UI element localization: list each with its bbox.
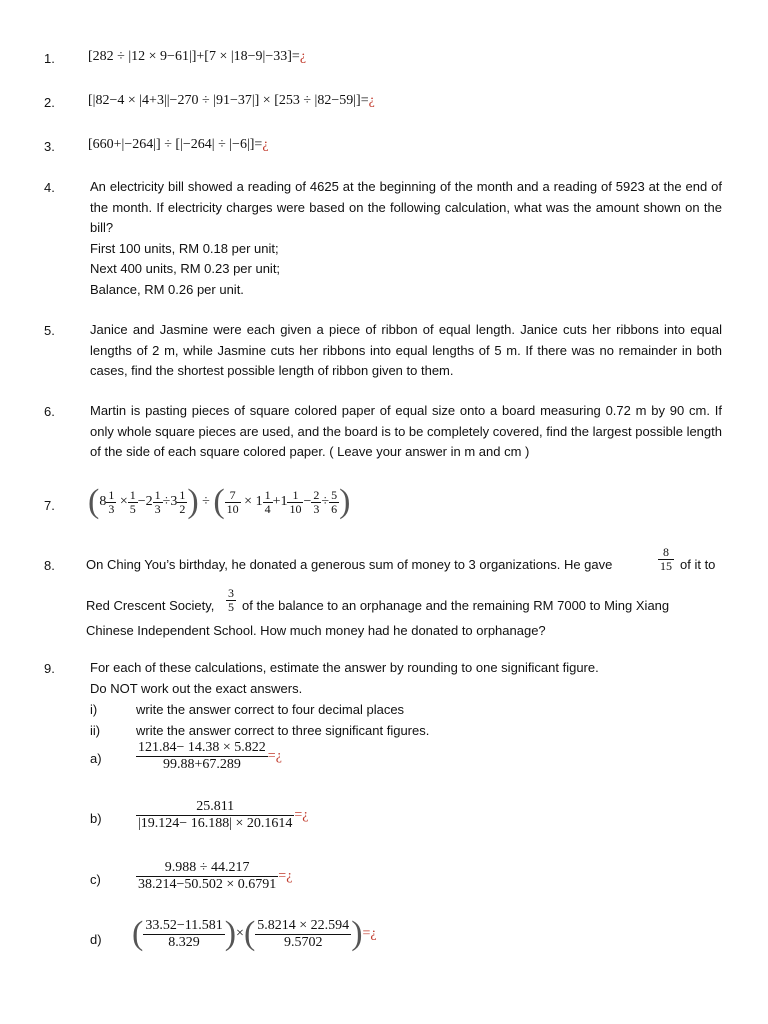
math-expression: [|82−4 × |4+3||−270 ÷ |91−37|] × [253 ÷ |82−59|]=¿ [88, 93, 375, 108]
question-number: 5. [44, 323, 55, 338]
question-number: 7. [44, 498, 55, 513]
rate-line: Next 400 units, RM 0.23 per unit; [90, 261, 281, 276]
question-text: For each of these calculations, estimate the answer by rounding to one significant figure. Do NOT work out the exact answers. [90, 660, 599, 696]
question-text: Martin is pasting pieces of square colored paper of equal size onto a board measuring 0.72 m by 90 cm. If only whole square pieces are used, and the board is to be completely covered, find the largest possible length of the side of each square colored paper. ( Leave your answer in m and cm ) [90, 403, 722, 459]
mixed-fraction-expression: (8 $\frac{1}{3}$ × $\frac{1}{5}$ −2 $\frac{1}{3}$ ÷3 $\frac{1}{2}$ ) ÷ ( $\frac{7}{10}$ × 1 $\frac{1}{4}$ +1 $\frac{1}{10}$ − $\frac{2}{3}$ ÷ $\frac{5}{6}$ ) [88, 483, 351, 520]
question-text: Janice and Jasmine were each given a piece of ribbon of equal length. Janice cuts her ribbons into equal lengths of 2 m, while Jasmine cuts her ribbons into equal lengths of 5 m. If there was no remainder in both cases, find the shortest possible length of ribbon given to them. [90, 322, 722, 378]
question-number: 1. [44, 51, 55, 66]
question-number: 8. [44, 558, 55, 573]
question-number: 6. [44, 404, 55, 419]
math-expression: [282 ÷ |12 × 9−61|]+[7 × |18−9|−33]=¿ [88, 49, 307, 64]
sub-label: i) [90, 702, 98, 717]
sub-label: ii) [90, 723, 101, 738]
fraction-expression: ( $\frac{33.52-11.581}{8.329}$ )×( $\frac{5.8214 \times 22.594}{9.5702}$ )=¿ [132, 915, 377, 952]
question-number: 2. [44, 95, 55, 110]
part-label: c) [90, 872, 101, 887]
sub-text: write the answer correct to four decimal places [136, 702, 405, 717]
question-text: On Ching You’s birthday, he donated a generous sum of money to 3 organizations. He gave $\frac{8}{15}$ of it to Red Crescent Society, $\frac{3}{5}$ of the balance to an orphanage and the remaining RM 7000 to Ming Xiang Chinese Independent School. How much money had he donated to orphanage? [86, 545, 716, 638]
math-expression: [660+|−264|] ÷ [|−264| ÷ |−6|]=¿ [88, 137, 269, 152]
part-label: d) [90, 932, 102, 947]
part-label: a) [90, 751, 102, 766]
part-label: b) [90, 811, 102, 826]
question-number: 3. [44, 139, 55, 154]
sub-text: write the answer correct to three significant figures. [136, 723, 430, 738]
fraction-expression: $\frac{25.811}{|19.124- 16.188| \times 20.1614}$ =¿ [138, 799, 309, 831]
fraction-expression: $\frac{9.988 \div 44.217}{38.214-50.502 \times 0.6791}$ =¿ [138, 860, 293, 892]
fraction-expression: $\frac{121.84- 14.38 \times 5.822}{99.88+67.289}$ =¿ [138, 740, 282, 772]
rate-line: First 100 units, RM 0.18 per unit; [90, 240, 279, 256]
question-number: 4. [44, 180, 55, 195]
question-number: 9. [44, 661, 55, 676]
rate-line: Balance, RM 0.26 per unit. [90, 281, 244, 297]
question-text: An electricity bill showed a reading of 4625 at the beginning of the month and a reading of 5923 at the end of the month. If electricity charges were based on the following calculation, what was the amount shown on the bill? First 100 units, RM 0.18 per unit; Next 400 units, RM 0.23 per unit; Balance, RM 0.26 per unit. [90, 177, 722, 300]
